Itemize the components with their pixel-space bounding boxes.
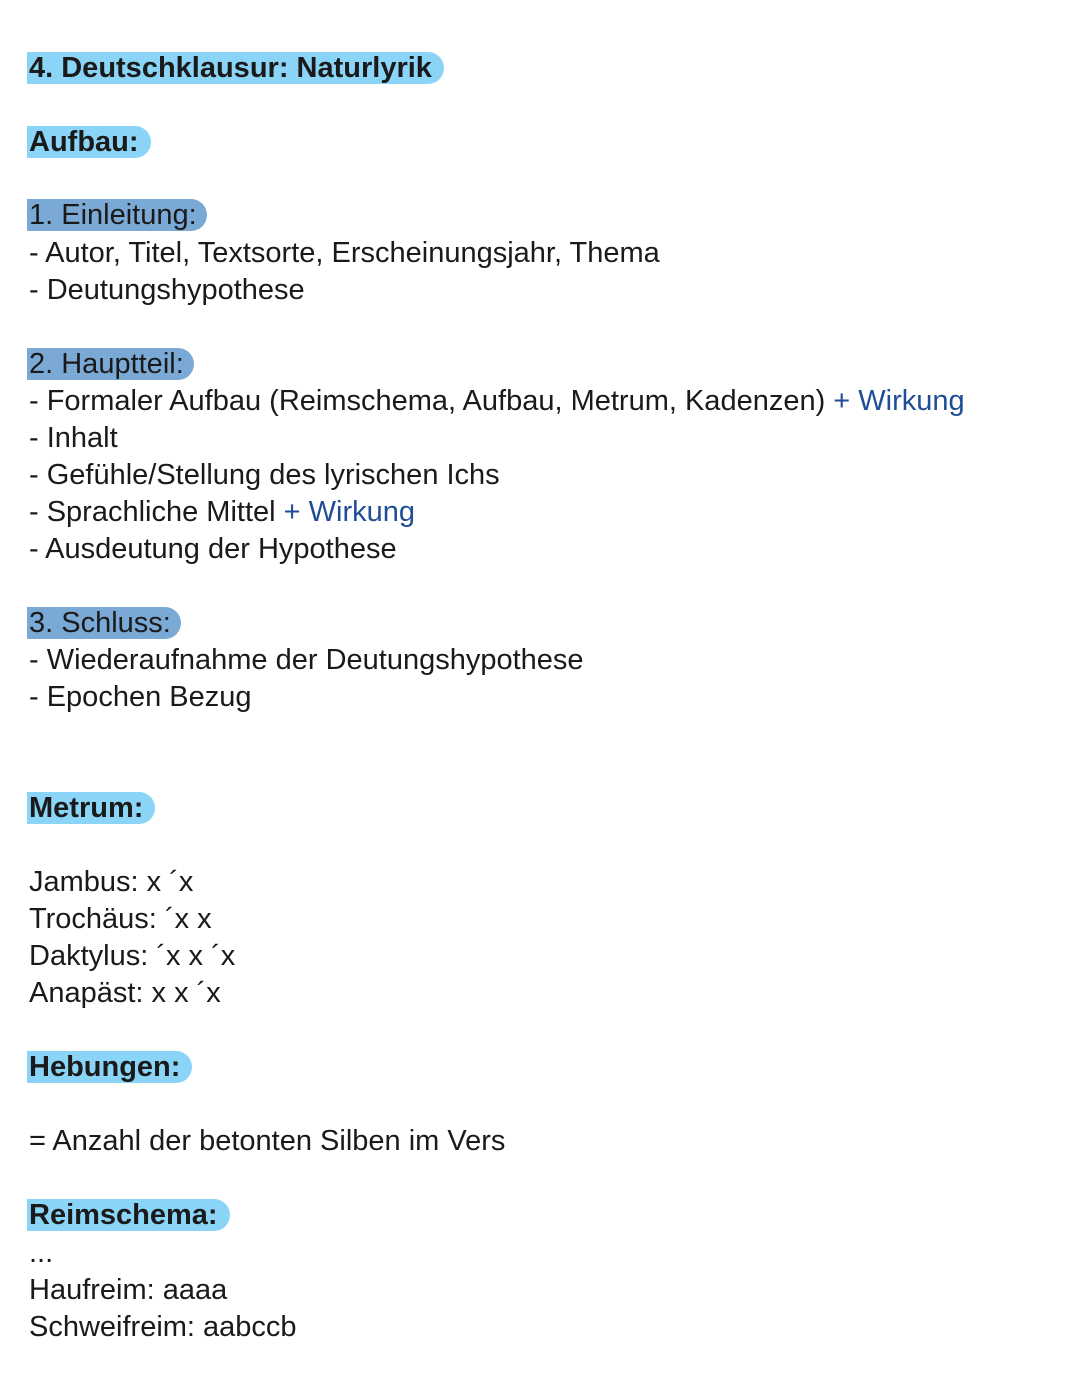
hauptteil-heading: 2. Hauptteil: [27,348,194,380]
einleitung-heading-line [29,197,207,234]
wirkung-note: + Wirkung [275,496,416,528]
list-item [29,420,118,457]
list-item-text: - Ausdeutung der Hypothese [29,533,397,565]
metrum-item: Anapäst: x x ´x [29,977,221,1009]
list-item-text: - Formaler Aufbau (Reimschema, Aufbau, Metrum, Kadenzen) [29,385,826,417]
list-item-text: - Gefühle/Stellung des lyrischen Ichs [29,459,500,491]
schluss-heading-line [29,605,181,642]
list-item [29,383,965,420]
aufbau-heading-line [29,124,151,161]
list-item: - Epochen Bezug [29,681,252,713]
list-item-text: - Sprachliche Mittel [29,496,276,528]
schluss-heading: 3. Schluss: [27,607,181,639]
hebungen-heading: Hebungen: [27,1051,192,1083]
metrum-item: Trochäus: ´x x [29,903,212,935]
hebungen-text: = Anzahl der betonten Silben im Vers [29,1125,506,1157]
aufbau-heading: Aufbau: [27,126,151,158]
list-item [29,457,500,494]
hauptteil-heading-line [29,346,194,383]
document-title-line [29,50,444,87]
document-title: 4. Deutschklausur: Naturlyrik [27,52,444,84]
metrum-item: Daktylus: ´x x ´x [29,940,236,972]
hebungen-heading-line [29,1049,192,1086]
reimschema-item: Haufreim: aaaa [29,1274,228,1306]
metrum-heading: Metrum: [27,792,155,824]
list-item [29,531,397,568]
einleitung-heading: 1. Einleitung: [27,199,207,231]
list-item-text: - Inhalt [29,422,118,454]
reimschema-item: Schweifreim: aabccb [29,1311,297,1343]
metrum-heading-line [29,790,155,827]
wirkung-note: + Wirkung [825,385,965,417]
list-item: - Deutungshypothese [29,274,305,306]
list-item [29,494,415,531]
list-item: - Autor, Titel, Textsorte, Erscheinungsjahr, Thema [29,237,660,269]
reimschema-heading-line [29,1197,230,1234]
reimschema-item: ... [29,1237,54,1269]
list-item: - Wiederaufnahme der Deutungshypothese [29,644,584,676]
metrum-item: Jambus: x ´x [29,866,194,898]
reimschema-heading: Reimschema: [27,1199,230,1231]
